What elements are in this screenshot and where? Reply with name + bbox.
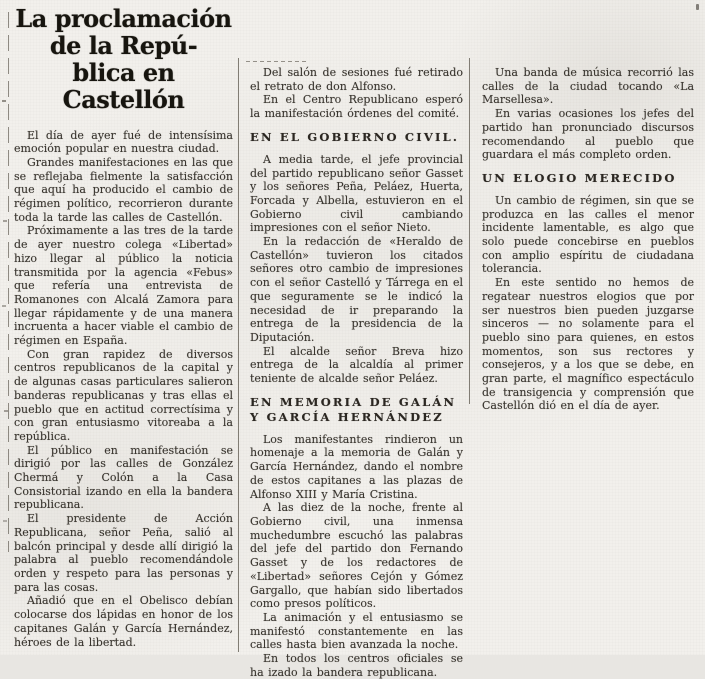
article-paragraph: Grandes manifestaciones en las que se reflejaba fielmente la satisfacción que aquí ha producido el cambio de régimen político, recorrieron durante toda la tarde las calles de Castellón. xyxy=(14,155,233,224)
section-heading: EN MEMORIA DE GALÁN Y GARCÍA HERNÁNDEZ xyxy=(250,394,457,424)
article-paragraph: En varias ocasiones los jefes del partido han pronunciado discursos recomendando al pueblo que guardara el más completo orden. xyxy=(482,107,694,162)
article-paragraph: El presidente de Acción Republicana, señor Peña, salió al balcón principal y desde allí dirigió la palabra al pueblo recomendándole orden y respeto para las personas y para las cosas. xyxy=(14,512,233,594)
left-margin-rule xyxy=(8,12,9,552)
article-paragraph: Un cambio de régimen, sin que se produzca en las calles el menor incidente lamentable, es algo que solo puede concebirse en pueblos con amplio espíritu de ciudadana tolerancia. xyxy=(482,193,694,276)
article-paragraph: Con gran rapidez de diversos centros republicanos de la capital y de algunas casas particulares salieron banderas republicanas y tras ellas el pueblo que en actitud correctísima y con gran entusiasmo vitoreaba a la república. xyxy=(14,347,233,443)
scan-artifact-speck xyxy=(696,4,699,10)
article-headline xyxy=(14,6,233,114)
article-paragraph: La animación y el entusiasmo se manifestó constantemente en las calles hasta bien avanzada la noche. xyxy=(250,610,463,652)
column-1-body xyxy=(14,129,233,650)
section-heading: UN ELOGIO MERECIDO xyxy=(482,170,677,185)
article-paragraph: Una banda de música recorrió las calles de la ciudad tocando «La Marsellesa». xyxy=(482,66,694,107)
column-2-top-dash xyxy=(246,61,308,62)
article-paragraph: El alcalde señor Breva hizo entrega de la alcaldía al primer teniente de alcalde señor Peláez. xyxy=(250,344,463,386)
headline-line-1: La proclamación de la Repú- xyxy=(15,4,232,60)
article-paragraph: A media tarde, el jefe provincial del partido republicano señor Gasset y los señores Peña, Peláez, Huerta, Forcada y Albella, estuvieron en el Gobierno civil cambiando impresiones con el señor Nieto. xyxy=(250,152,463,235)
article-paragraph: Los manifestantes rindieron un homenaje a la memoria de Galán y García Hernández, dando el nombre de estos capitanes a las plazas de Alfonso XIII y María Cristina. xyxy=(250,432,463,501)
article-paragraph: En este sentido no hemos de regatear nuestros elogios que por ser nuestros bien pueden juzgarse sinceros — no solamente para el pueblo sino para quienes, en estos momentos, son sus rectores y consejeros, y a los que se debe, en gran parte, el magnífico espectáculo de transigencia y comprensión que Castellón dió en el día de ayer. xyxy=(482,276,694,413)
headline-line-2: blica en Castellón xyxy=(62,57,185,114)
article-paragraph: Añadió que en el Obelisco debían colocarse dos lápidas en honor de los capitanes Galán y García Hernández, héroes de la libertad. xyxy=(14,594,233,649)
column-divider-2 xyxy=(469,58,470,404)
article-paragraph: En la redacción de «Heraldo de Castellón» tuvieron los citados señores otro cambio de impresiones con el señor Castelló y Tárrega en el que seguramente se le indicó la necesidad de ir preparando la entrega de la presidencia de la Diputación. xyxy=(250,235,463,344)
column-2 xyxy=(250,66,463,679)
article-paragraph: Del salón de sesiones fué retirado el retrato de don Alfonso. xyxy=(250,66,463,93)
article-paragraph: El día de ayer fué de intensísima emoción popular en nuestra ciudad. xyxy=(14,128,233,156)
column-3-body xyxy=(482,66,694,413)
article-paragraph: A las diez de la noche, frente al Gobierno civil, una inmensa muchedumbre escuchó las palabras del jefe del partido don Fernando Gasset y de los redactores de «Libertad» señores Cejón y Gómez Gargallo, que habían sido libertados como presos políticos. xyxy=(250,501,463,611)
column-1 xyxy=(14,6,233,649)
article-paragraph: Próximamente a las tres de la tarde de ayer nuestro colega «Libertad» hizo llegar al público la noticia transmitida por la agencia «Febus» que refería una entrevista de Romanones con Alcalá Zamora para llegar rápidamente y de una manera incruenta a hacer viable el cambio de régimen en España. xyxy=(14,224,233,348)
column-3 xyxy=(482,66,694,413)
article-paragraph: En todos los centros oficiales se ha izado la bandera republicana. xyxy=(250,652,463,679)
column-2-body xyxy=(250,66,463,679)
article-paragraph: El público en manifestación se dirigió por las calles de González Chermá y Colón a la Casa Consistorial izando en ella la bandera republicana. xyxy=(14,443,233,512)
scan-artifact-marks xyxy=(2,100,6,102)
article-paragraph: En el Centro Republicano esperó la manifestación órdenes del comité. xyxy=(250,93,463,121)
column-divider-1 xyxy=(238,58,239,652)
section-heading: EN EL GOBIERNO CIVIL. xyxy=(250,129,460,144)
